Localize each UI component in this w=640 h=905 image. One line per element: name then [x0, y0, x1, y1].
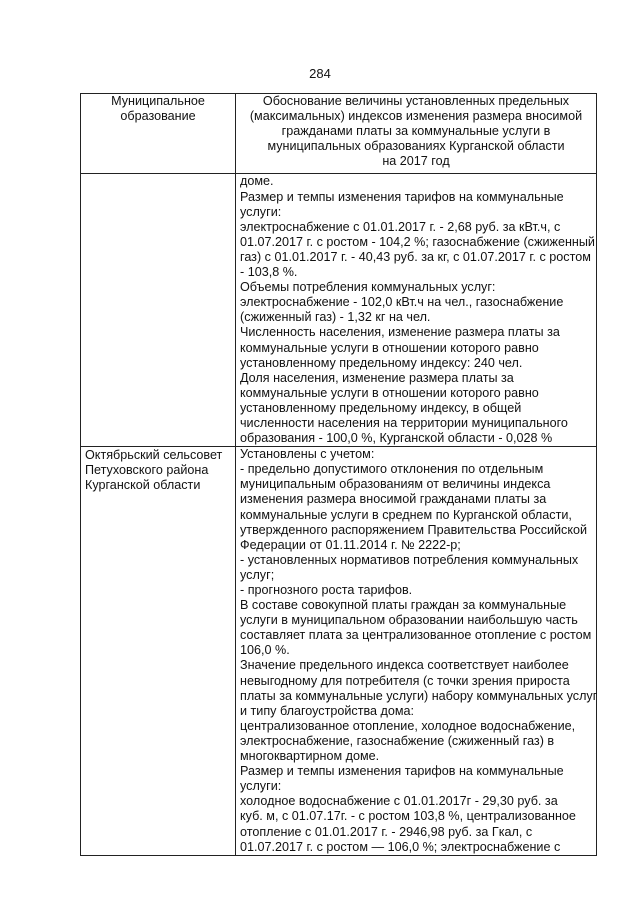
- table-row: [81, 174, 597, 447]
- text-line: доме.: [240, 174, 274, 189]
- municipality-line: Октябрьский сельсовет: [85, 448, 223, 463]
- text-line: услуги:: [240, 779, 282, 794]
- text-line: Установлены с учетом:: [240, 447, 375, 462]
- text-line: 01.07.2017 г. с ростом - 104,2 %; газоснабжение (сжиженный: [240, 234, 595, 249]
- justification-cell: [236, 174, 597, 447]
- text-line: невыгодному для потребителя (с точки зрения прироста: [240, 673, 570, 688]
- justification-cell: [236, 447, 597, 856]
- text-line: (сжиженный газ) - 1,32 кг на чел.: [240, 310, 431, 325]
- text-line: холодное водоснабжение с 01.01.2017г - 29,30 руб. за: [240, 794, 558, 809]
- text-line: куб. м, с 01.07.17г. - с ростом 103,8 %, централизованное: [240, 809, 576, 824]
- text-line: утвержденного распоряжением Правительства Российской: [240, 522, 588, 537]
- header-line: на 2017 год: [382, 154, 450, 169]
- text-line: установленному предельному индексу: 240 чел.: [240, 355, 523, 370]
- table-row: [81, 447, 597, 856]
- municipality-cell: [81, 174, 236, 447]
- header-line: гражданами платы за коммунальные услуги в: [281, 124, 551, 139]
- header-line: Обоснование величины установленных предельных: [262, 94, 570, 108]
- header-municipality: [81, 94, 236, 174]
- text-line: 106,0 %.: [240, 643, 290, 658]
- header-line: образование: [120, 109, 196, 124]
- text-line: - 103,8 %.: [240, 265, 298, 280]
- text-line: электроснабжение - 102,0 кВт.ч на чел., газоснабжение: [240, 295, 564, 310]
- text-line: - прогнозного роста тарифов.: [240, 583, 413, 597]
- text-line: муниципальным образованиям от величины индекса: [240, 477, 551, 492]
- municipality-cell: [81, 447, 236, 856]
- text-line: Федерации от 01.11.2014 г. № 2222-р;: [240, 537, 461, 552]
- text-line: В составе совокупной платы граждан за коммунальные: [240, 598, 567, 613]
- table-header-row: [81, 94, 597, 174]
- header-line: муниципальных образованиях Курганской области: [267, 139, 565, 154]
- text-line: услуги в муниципальном образовании наибольшую часть: [240, 613, 578, 628]
- header-line: Муниципальное: [111, 94, 205, 108]
- text-line: электроснабжение с 01.01.2017 г. - 2,68 руб. за кВт.ч, с: [240, 219, 561, 234]
- municipality-line: Курганской области: [85, 478, 201, 493]
- text-line: образования - 100,0 %, Курганской области - 0,028 %: [240, 431, 553, 446]
- text-line: коммунальные услуги в отношении которого равно: [240, 340, 539, 355]
- text-line: отопление с 01.01.2017 г. - 2946,98 руб. за Гкал, с: [240, 824, 533, 839]
- text-line: услуги:: [240, 204, 282, 219]
- text-line: коммунальные услуги в отношении которого равно: [240, 385, 539, 400]
- text-line: и типу благоустройства дома:: [240, 703, 415, 718]
- text-line: многоквартирном доме.: [240, 749, 380, 764]
- text-line: Объемы потребления коммунальных услуг:: [240, 280, 496, 295]
- text-line: Численность населения, изменение размера платы за: [240, 325, 560, 340]
- text-line: услуг;: [240, 567, 275, 582]
- text-line: - установленных нормативов потребления коммунальных: [240, 552, 579, 567]
- municipality-line: Петуховского района: [85, 463, 209, 478]
- text-line: Размер и темпы изменения тарифов на коммунальные: [240, 189, 564, 204]
- text-line: коммунальные услуги в среднем по Курганской области,: [240, 507, 572, 522]
- header-justification: [236, 94, 597, 174]
- text-line: изменения размера вносимой гражданами платы за: [240, 492, 547, 507]
- text-line: газ) с 01.01.2017 г. - 40,43 руб. за кг, с 01.07.2017 г. с ростом: [240, 249, 591, 264]
- text-line: электроснабжение, газоснабжение (сжиженный газ) в: [240, 733, 555, 748]
- text-line: централизованное отопление, холодное водоснабжение,: [240, 718, 576, 733]
- text-line: 01.07.2017 г. с ростом — 106,0 %; электроснабжение с: [240, 839, 561, 854]
- text-line: Доля населения, изменение размера платы за: [240, 370, 514, 385]
- header-line: (максимальных) индексов изменения размера вносимой: [249, 109, 583, 124]
- text-line: численности населения на территории муниципального: [240, 415, 568, 430]
- text-line: - предельно допустимого отклонения по отдельным: [240, 462, 544, 477]
- index-justification-table: [80, 93, 597, 856]
- text-line: Размер и темпы изменения тарифов на коммунальные: [240, 764, 564, 779]
- text-line: Значение предельного индекса соответствует наиболее: [240, 658, 569, 673]
- text-line: установленному предельному индексу, в общей: [240, 400, 522, 415]
- text-line: составляет плата за централизованное отопление с ростом: [240, 628, 592, 643]
- page-number: 284: [309, 66, 331, 81]
- text-line: платы за коммунальные услуги) набору коммунальных услуг: [240, 688, 598, 703]
